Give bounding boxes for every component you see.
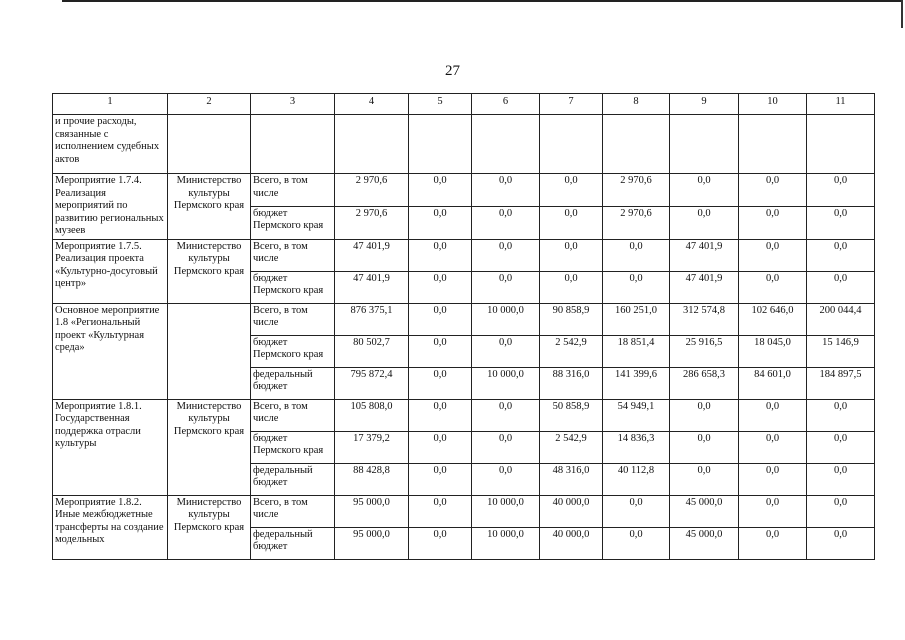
funding-source-cell: бюджет Пермского края: [251, 206, 335, 239]
amount-cell: 0,0: [739, 239, 807, 271]
funding-source-cell: федеральный бюджет: [251, 527, 335, 559]
empty-cell: [168, 115, 251, 174]
amount-cell: 2 970,6: [335, 206, 409, 239]
column-header: 4: [335, 94, 409, 115]
empty-cell: [739, 115, 807, 174]
empty-cell: [472, 115, 540, 174]
amount-cell: 90 858,9: [540, 303, 603, 335]
amount-cell: 0,0: [540, 206, 603, 239]
amount-cell: 0,0: [409, 335, 472, 367]
amount-cell: 2 970,6: [335, 174, 409, 207]
column-header: 5: [409, 94, 472, 115]
amount-cell: 0,0: [409, 463, 472, 495]
page-number: 27: [445, 63, 460, 79]
amount-cell: 0,0: [409, 174, 472, 207]
amount-cell: 0,0: [739, 431, 807, 463]
amount-cell: 160 251,0: [603, 303, 670, 335]
column-header: 3: [251, 94, 335, 115]
funding-source-cell: Всего, в том числе: [251, 174, 335, 207]
amount-cell: 88 428,8: [335, 463, 409, 495]
column-header: 11: [807, 94, 875, 115]
funding-source-cell: бюджет Пермского края: [251, 335, 335, 367]
amount-cell: 0,0: [739, 399, 807, 431]
amount-cell: 0,0: [739, 206, 807, 239]
amount-cell: 40 000,0: [540, 495, 603, 527]
amount-cell: 0,0: [603, 527, 670, 559]
amount-cell: 0,0: [670, 431, 739, 463]
amount-cell: 17 379,2: [335, 431, 409, 463]
amount-cell: 95 000,0: [335, 527, 409, 559]
amount-cell: 0,0: [807, 431, 875, 463]
amount-cell: 0,0: [670, 463, 739, 495]
funding-source-cell: бюджет Пермского края: [251, 431, 335, 463]
amount-cell: 0,0: [472, 206, 540, 239]
table-row-continued: [53, 115, 875, 174]
amount-cell: 40 000,0: [540, 527, 603, 559]
scan-right-border: [901, 0, 903, 28]
funding-source-cell: Всего, в том числе: [251, 399, 335, 431]
empty-cell: [251, 115, 335, 174]
amount-cell: 0,0: [409, 527, 472, 559]
column-header: 9: [670, 94, 739, 115]
amount-cell: 95 000,0: [335, 495, 409, 527]
empty-cell: [670, 115, 739, 174]
amount-cell: 0,0: [807, 495, 875, 527]
amount-cell: 25 916,5: [670, 335, 739, 367]
department-cell: Министерство культуры Пермского края: [168, 239, 251, 303]
amount-cell: 84 601,0: [739, 367, 807, 399]
amount-cell: 0,0: [409, 206, 472, 239]
amount-cell: 0,0: [807, 174, 875, 207]
amount-cell: 0,0: [670, 174, 739, 207]
amount-cell: 0,0: [409, 239, 472, 271]
table-row: [53, 239, 875, 271]
funding-source-cell: Всего, в том числе: [251, 239, 335, 271]
amount-cell: 0,0: [540, 174, 603, 207]
amount-cell: 14 836,3: [603, 431, 670, 463]
activity-name-cell: Мероприятие 1.8.2. Иные межбюджетные трансферты на создание модельных: [53, 495, 168, 559]
table-row: [53, 399, 875, 431]
funding-source-cell: бюджет Пермского края: [251, 271, 335, 303]
amount-cell: 0,0: [472, 239, 540, 271]
amount-cell: 45 000,0: [670, 527, 739, 559]
amount-cell: 2 970,6: [603, 174, 670, 207]
amount-cell: 876 375,1: [335, 303, 409, 335]
funding-source-cell: федеральный бюджет: [251, 463, 335, 495]
amount-cell: 10 000,0: [472, 495, 540, 527]
amount-cell: 0,0: [603, 495, 670, 527]
amount-cell: 0,0: [739, 495, 807, 527]
amount-cell: 200 044,4: [807, 303, 875, 335]
empty-cell: [409, 115, 472, 174]
amount-cell: 0,0: [807, 527, 875, 559]
column-header: 1: [53, 94, 168, 115]
activity-name-cell: Мероприятие 1.8.1. Государственная поддержка отрасли культуры: [53, 399, 168, 495]
amount-cell: 2 970,6: [603, 206, 670, 239]
amount-cell: 0,0: [807, 206, 875, 239]
column-header: 7: [540, 94, 603, 115]
amount-cell: 50 858,9: [540, 399, 603, 431]
amount-cell: 0,0: [540, 239, 603, 271]
department-cell: Министерство культуры Пермского края: [168, 174, 251, 240]
amount-cell: 0,0: [472, 463, 540, 495]
amount-cell: 0,0: [472, 335, 540, 367]
amount-cell: 0,0: [807, 271, 875, 303]
amount-cell: 0,0: [739, 174, 807, 207]
amount-cell: 0,0: [739, 463, 807, 495]
amount-cell: 18 045,0: [739, 335, 807, 367]
amount-cell: 15 146,9: [807, 335, 875, 367]
amount-cell: 0,0: [670, 399, 739, 431]
header-row: [53, 94, 875, 115]
amount-cell: 102 646,0: [739, 303, 807, 335]
amount-cell: 10 000,0: [472, 367, 540, 399]
amount-cell: 105 808,0: [335, 399, 409, 431]
amount-cell: 0,0: [409, 271, 472, 303]
amount-cell: 0,0: [409, 399, 472, 431]
amount-cell: 0,0: [409, 431, 472, 463]
column-header: 2: [168, 94, 251, 115]
amount-cell: 47 401,9: [670, 239, 739, 271]
amount-cell: 45 000,0: [670, 495, 739, 527]
amount-cell: 0,0: [739, 271, 807, 303]
amount-cell: 0,0: [739, 527, 807, 559]
table-row: [53, 495, 875, 527]
department-cell: Министерство культуры Пермского края: [168, 399, 251, 495]
funding-source-cell: федеральный бюджет: [251, 367, 335, 399]
activity-name-cell: Основное мероприятие 1.8 «Региональный проект «Культурная среда»: [53, 303, 168, 399]
budget-table: [52, 93, 875, 560]
column-header: 8: [603, 94, 670, 115]
department-cell: Министерство культуры Пермского края: [168, 495, 251, 559]
amount-cell: 47 401,9: [670, 271, 739, 303]
amount-cell: 10 000,0: [472, 527, 540, 559]
amount-cell: 141 399,6: [603, 367, 670, 399]
amount-cell: 54 949,1: [603, 399, 670, 431]
amount-cell: 795 872,4: [335, 367, 409, 399]
amount-cell: 0,0: [409, 367, 472, 399]
amount-cell: 184 897,5: [807, 367, 875, 399]
amount-cell: 80 502,7: [335, 335, 409, 367]
empty-cell: [540, 115, 603, 174]
amount-cell: 286 658,3: [670, 367, 739, 399]
amount-cell: 0,0: [472, 174, 540, 207]
amount-cell: 0,0: [472, 271, 540, 303]
amount-cell: 0,0: [603, 271, 670, 303]
department-cell: [168, 303, 251, 399]
column-header: 10: [739, 94, 807, 115]
amount-cell: 2 542,9: [540, 335, 603, 367]
amount-cell: 0,0: [670, 206, 739, 239]
amount-cell: 47 401,9: [335, 271, 409, 303]
amount-cell: 0,0: [409, 303, 472, 335]
continued-activity-text: и прочие расходы, связанные с исполнением судебных актов: [53, 115, 168, 174]
amount-cell: 18 851,4: [603, 335, 670, 367]
amount-cell: 0,0: [409, 495, 472, 527]
amount-cell: 0,0: [472, 399, 540, 431]
empty-cell: [807, 115, 875, 174]
table-row: [53, 174, 875, 207]
scan-top-border: [62, 0, 902, 2]
amount-cell: 2 542,9: [540, 431, 603, 463]
activity-name-cell: Мероприятие 1.7.4. Реализация мероприятий по развитию региональных музеев: [53, 174, 168, 240]
amount-cell: 40 112,8: [603, 463, 670, 495]
table-row: [53, 303, 875, 335]
amount-cell: 47 401,9: [335, 239, 409, 271]
amount-cell: 0,0: [540, 271, 603, 303]
activity-name-cell: Мероприятие 1.7.5. Реализация проекта «Культурно-досуговый центр»: [53, 239, 168, 303]
empty-cell: [603, 115, 670, 174]
amount-cell: 48 316,0: [540, 463, 603, 495]
amount-cell: 0,0: [807, 239, 875, 271]
amount-cell: 0,0: [472, 431, 540, 463]
funding-source-cell: Всего, в том числе: [251, 303, 335, 335]
amount-cell: 312 574,8: [670, 303, 739, 335]
empty-cell: [335, 115, 409, 174]
amount-cell: 88 316,0: [540, 367, 603, 399]
amount-cell: 0,0: [807, 463, 875, 495]
funding-source-cell: Всего, в том числе: [251, 495, 335, 527]
amount-cell: 10 000,0: [472, 303, 540, 335]
amount-cell: 0,0: [807, 399, 875, 431]
column-header: 6: [472, 94, 540, 115]
amount-cell: 0,0: [603, 239, 670, 271]
